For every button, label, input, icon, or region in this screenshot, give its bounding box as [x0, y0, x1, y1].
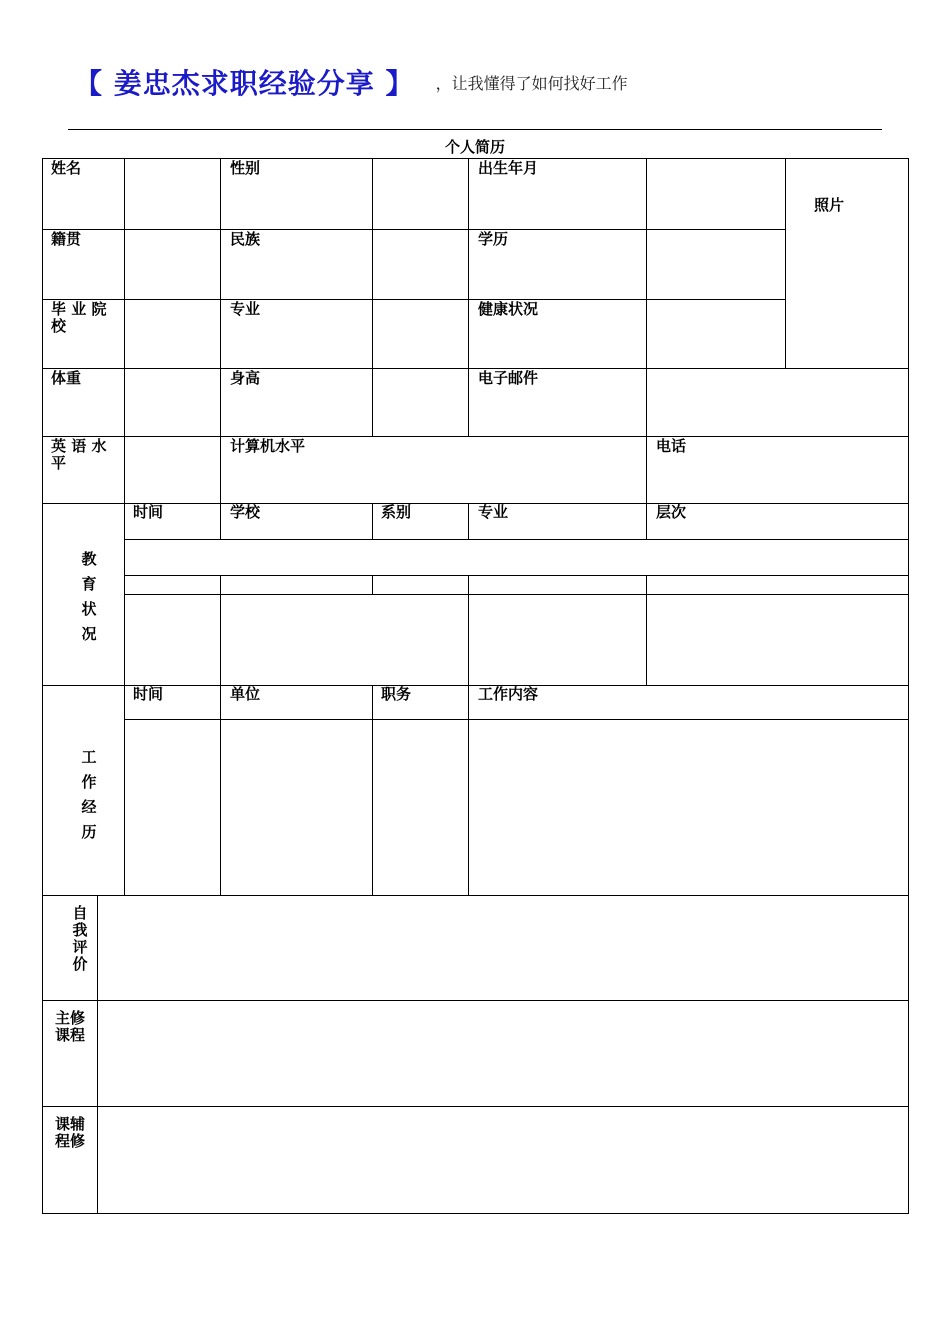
col-divider — [372, 503, 373, 539]
row-divider — [124, 594, 909, 595]
col-divider — [124, 158, 125, 895]
edu-col-school: 学校 — [230, 503, 261, 521]
brand-banner[interactable]: 【 姜忠杰求职经验分享 】 — [74, 67, 415, 100]
education-section-label: 教 育 状 况 — [81, 550, 97, 643]
label-school-line1: 毕 业 院 — [51, 300, 107, 318]
col-divider — [220, 158, 221, 539]
label-english-line2: 平 — [51, 454, 67, 472]
self-evaluation-label: 自 我 评 价 — [72, 904, 88, 973]
work-col-time: 时间 — [133, 685, 164, 703]
row-divider — [42, 1106, 909, 1107]
label-email: 电子邮件 — [478, 369, 539, 387]
col-divider — [372, 575, 373, 594]
label-native-place: 籍贯 — [51, 230, 82, 248]
col-divider — [220, 685, 221, 895]
page-header — [74, 62, 628, 102]
label-ethnicity: 民族 — [230, 230, 261, 248]
col-divider — [646, 575, 647, 685]
row-divider — [42, 368, 909, 369]
row-divider — [42, 229, 785, 230]
major-courses-label-line2: 课程 — [55, 1026, 86, 1044]
table-border — [42, 158, 909, 1214]
label-weight: 体重 — [51, 369, 82, 387]
header-divider — [68, 129, 882, 130]
col-divider — [372, 368, 373, 436]
minor-courses-label-line1: 课辅 — [55, 1115, 86, 1133]
label-education: 学历 — [478, 230, 509, 248]
work-col-employer: 单位 — [230, 685, 261, 703]
label-computer-level: 计算机水平 — [230, 437, 306, 455]
document-title: 个人简历 — [444, 138, 505, 156]
row-divider — [42, 685, 909, 686]
major-courses-label-line1: 主修 — [55, 1009, 86, 1027]
row-divider — [124, 575, 909, 576]
col-divider — [372, 685, 373, 895]
col-divider — [468, 685, 469, 895]
col-divider — [97, 895, 98, 1214]
row-divider — [42, 299, 785, 300]
edu-col-major: 专业 — [478, 503, 509, 521]
row-divider — [42, 895, 909, 896]
label-school-line2: 校 — [51, 317, 67, 335]
label-health: 健康状况 — [478, 300, 539, 318]
work-col-position: 职务 — [381, 685, 412, 703]
row-divider — [124, 539, 909, 540]
label-height: 身高 — [230, 369, 261, 387]
work-col-duties: 工作内容 — [478, 685, 539, 703]
label-birth-date: 出生年月 — [478, 159, 539, 177]
edu-col-time: 时间 — [133, 503, 164, 521]
col-divider — [220, 575, 221, 685]
col-divider — [468, 503, 469, 539]
label-gender: 性别 — [230, 159, 261, 177]
minor-courses-label-line2: 程修 — [55, 1132, 86, 1150]
edu-col-department: 系别 — [381, 503, 412, 521]
work-section-label: 工 作 经 历 — [81, 748, 97, 841]
tagline: ，让我懂得了如何找好工作 — [435, 74, 628, 93]
col-divider — [646, 503, 647, 539]
col-divider — [785, 158, 786, 368]
label-english-line1: 英 语 水 — [51, 437, 107, 455]
row-divider — [42, 1000, 909, 1001]
col-divider — [646, 158, 647, 368]
row-divider — [124, 719, 909, 720]
col-divider — [372, 158, 373, 368]
label-name: 姓名 — [51, 159, 82, 177]
row-divider — [42, 503, 909, 504]
col-divider — [646, 368, 647, 503]
label-major: 专业 — [230, 300, 261, 318]
col-divider — [468, 575, 469, 685]
edu-col-level: 层次 — [656, 503, 687, 521]
row-divider — [42, 436, 909, 437]
col-divider — [468, 158, 469, 436]
label-phone: 电话 — [656, 437, 687, 455]
label-photo: 照片 — [814, 196, 845, 214]
